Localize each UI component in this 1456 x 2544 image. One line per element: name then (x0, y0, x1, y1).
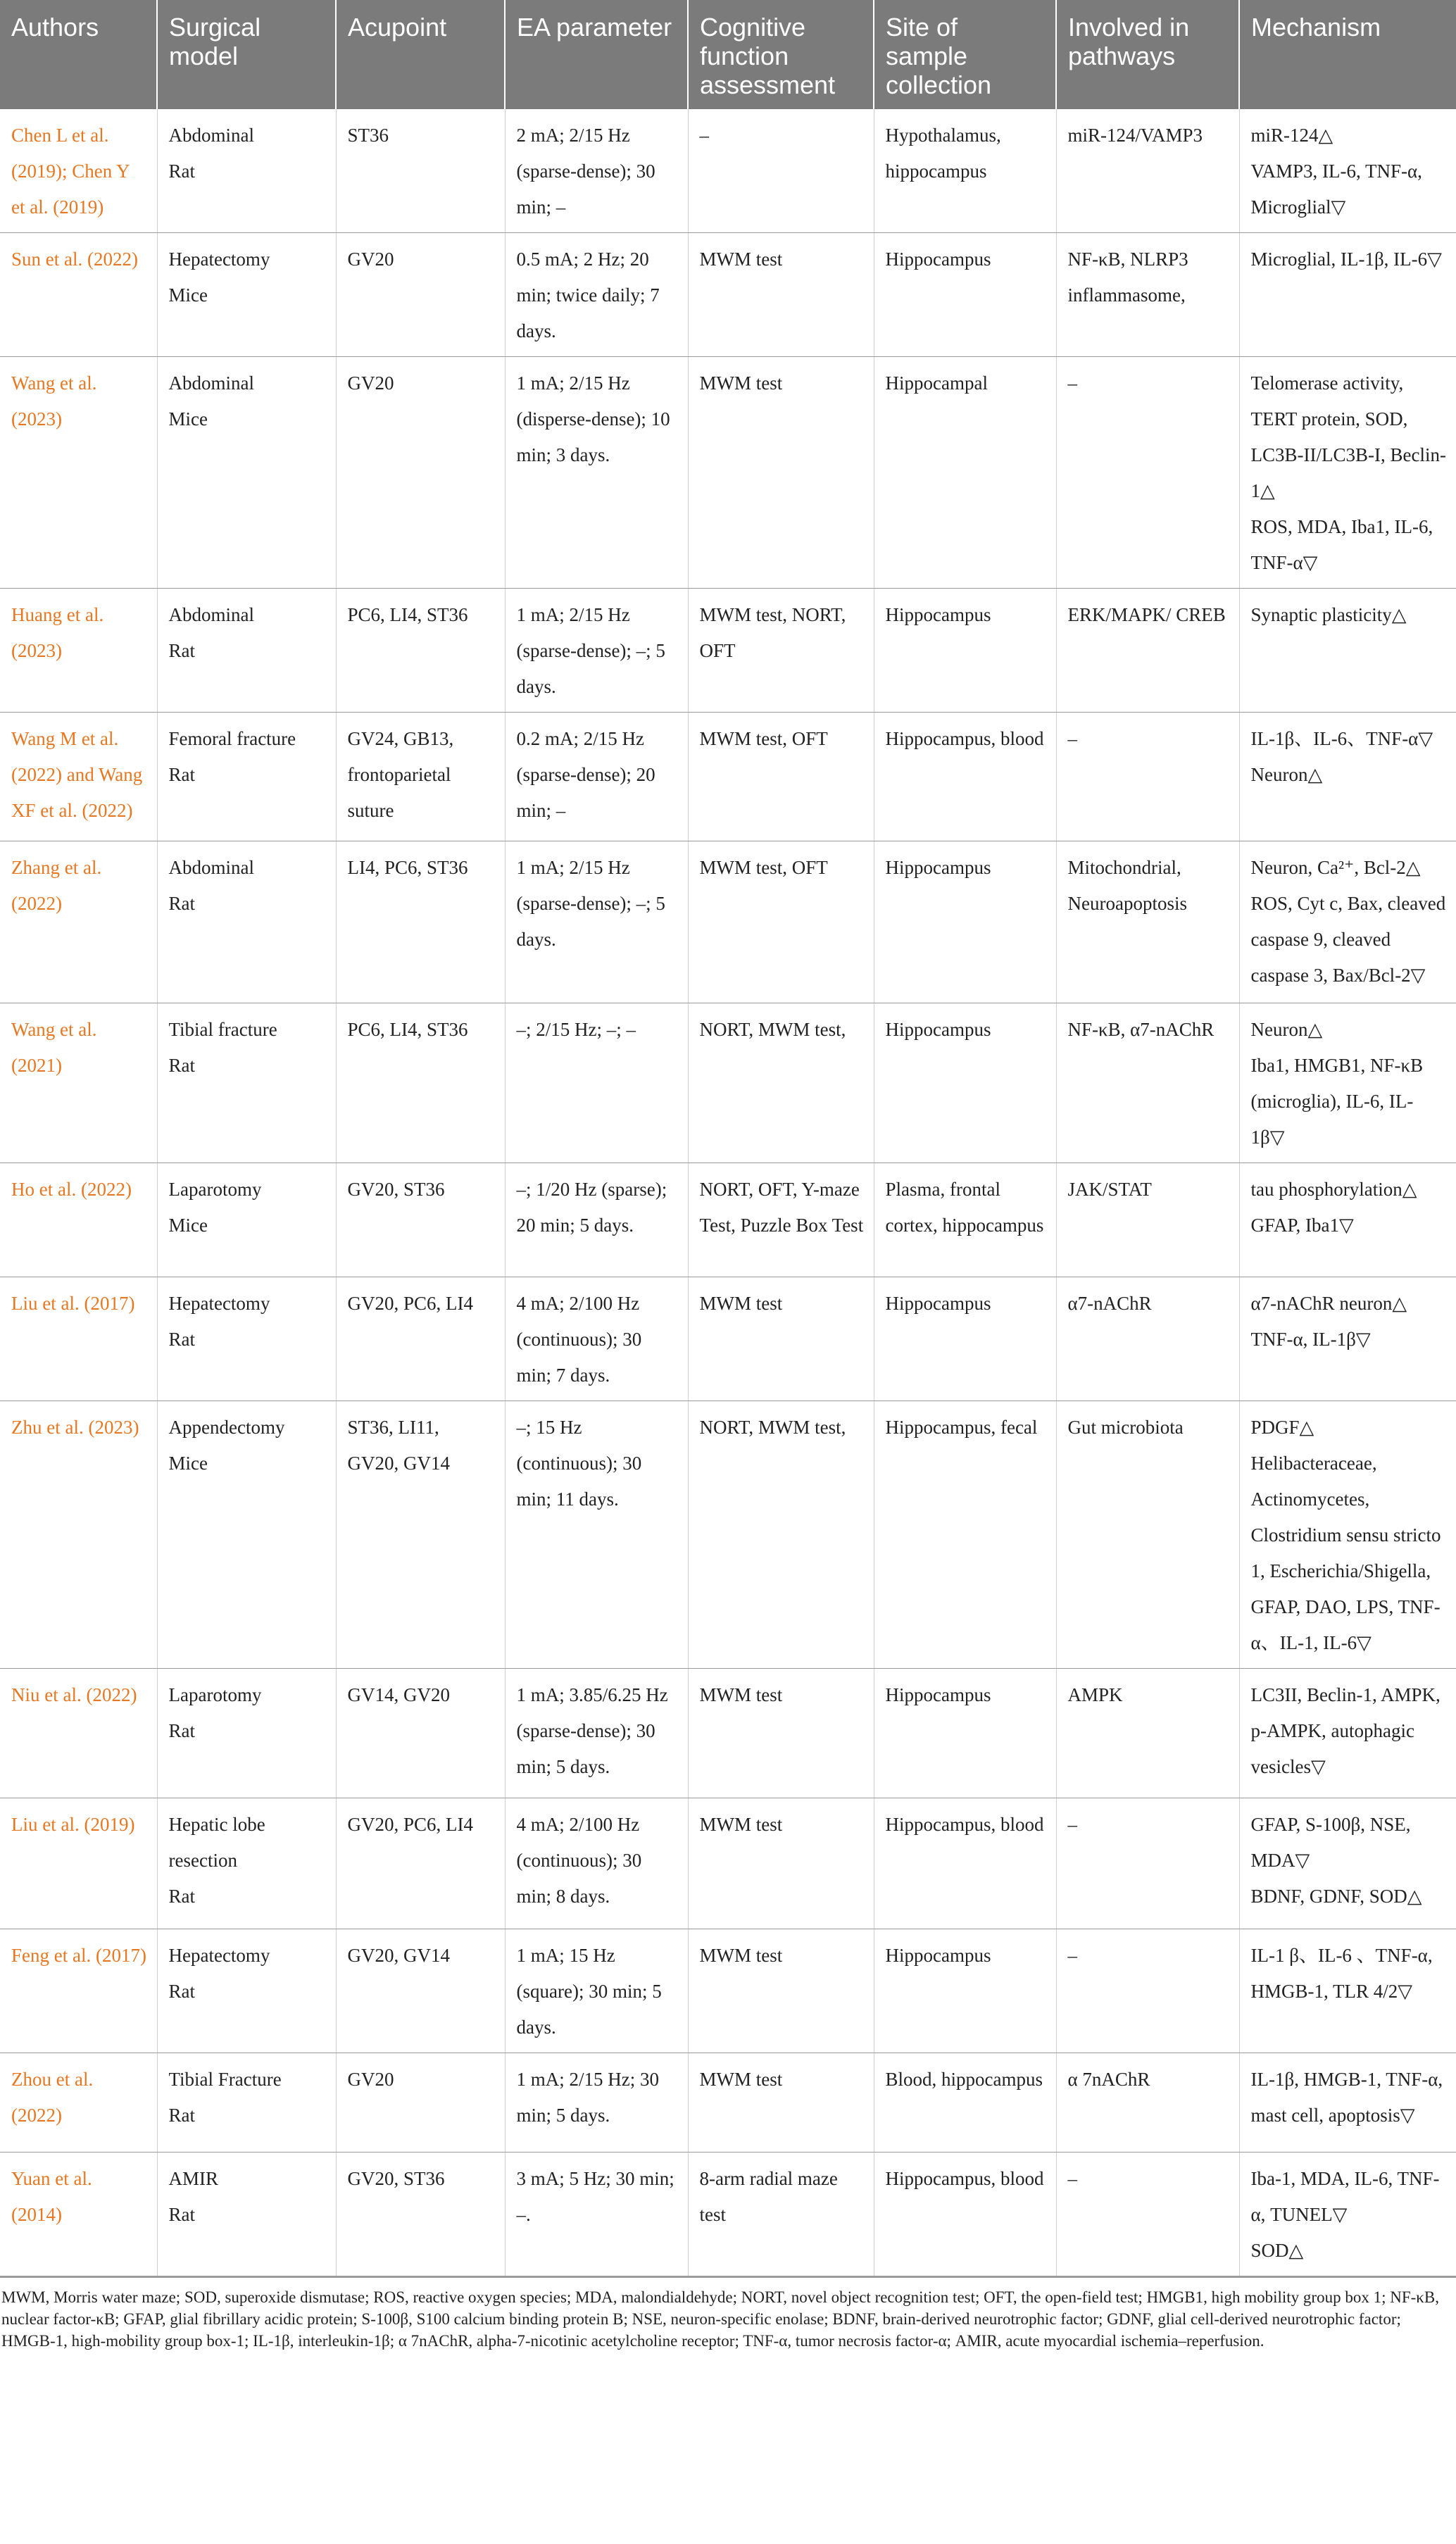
cell-cognitive-assessment: MWM test (688, 1669, 874, 1798)
table-row (0, 841, 1456, 1003)
cell-ea-parameter: 0.2 mA; 2/15 Hz (sparse-dense); 20 min; – (505, 713, 688, 841)
cell-mechanism (1239, 1669, 1456, 1798)
cell-line: BDNF, GDNF, SOD△ (1250, 1886, 1422, 1907)
cell-line: Rat (168, 1720, 195, 1741)
cell-ea-parameter: 1 mA; 2/15 Hz; 30 min; 5 days. (505, 2053, 688, 2153)
cell-mechanism (1239, 713, 1456, 841)
cell-ea-parameter: 1 mA; 3.85/6.25 Hz (sparse-dense); 30 min; 5 days. (505, 1669, 688, 1798)
cell-ea-parameter: 2 mA; 2/15 Hz (sparse-dense); 30 min; – (505, 109, 688, 233)
cell-acupoint: PC6, LI4, ST36 (336, 589, 505, 713)
table-row (0, 1929, 1456, 2053)
cell-line: Microglial, IL-1β, IL-6▽ (1250, 249, 1442, 270)
cell-line: Appendectomy (168, 1417, 285, 1438)
cell-line: Telomerase activity, TERT protein, SOD, LC3B-II/LC3B-I, Beclin-1△ (1250, 372, 1446, 501)
cell-line: Femoral fracture (168, 728, 296, 749)
cell-authors[interactable]: Sun et al. (2022) (0, 233, 157, 357)
table-row (0, 109, 1456, 233)
cell-acupoint: GV20 (336, 357, 505, 589)
cell-authors[interactable]: Wang M et al. (2022) and Wang XF et al. (2022) (0, 713, 157, 841)
cell-pathways: NF-κB, NLRP3 inflammasome, (1056, 233, 1239, 357)
cell-line: Iba1, HMGB1, NF-κB (microglia), IL-6, IL-1β▽ (1250, 1055, 1424, 1148)
table-row (0, 2053, 1456, 2153)
cell-authors[interactable]: Liu et al. (2017) (0, 1277, 157, 1401)
cell-line: Laparotomy (168, 1179, 262, 1200)
cell-line: Neuron△ (1250, 764, 1323, 785)
cell-sample-site: Hippocampus (874, 589, 1056, 713)
column-header-sample-site: Site of sample collection (874, 0, 1056, 109)
cell-pathways: NF-κB, α7-nAChR (1056, 1003, 1239, 1163)
cell-sample-site: Hippocampal (874, 357, 1056, 589)
cell-pathways: α 7nAChR (1056, 2053, 1239, 2153)
cell-surgical-model (157, 357, 336, 589)
cell-cognitive-assessment: 8-arm radial maze test (688, 2153, 874, 2276)
cell-ea-parameter: 3 mA; 5 Hz; 30 min; –. (505, 2153, 688, 2276)
cell-acupoint: GV20, ST36 (336, 1163, 505, 1277)
cell-surgical-model (157, 1163, 336, 1277)
cell-pathways: α7-nAChR (1056, 1277, 1239, 1401)
cell-line: Rat (168, 1055, 195, 1076)
cell-cognitive-assessment: NORT, MWM test, (688, 1401, 874, 1669)
cell-line: Hepatic lobe resection (168, 1814, 265, 1871)
cell-line: Rat (168, 1981, 195, 2002)
cell-surgical-model (157, 1929, 336, 2053)
cell-sample-site: Plasma, frontal cortex, hippocampus (874, 1163, 1056, 1277)
cell-pathways: JAK/STAT (1056, 1163, 1239, 1277)
table-row (0, 1277, 1456, 1401)
cell-acupoint: LI4, PC6, ST36 (336, 841, 505, 1003)
cell-sample-site: Hippocampus, blood (874, 713, 1056, 841)
cell-line: AMIR (168, 2168, 219, 2189)
table-row (0, 1798, 1456, 1929)
cell-ea-parameter: 0.5 mA; 2 Hz; 20 min; twice daily; 7 days. (505, 233, 688, 357)
cell-line: Hepatectomy (168, 249, 270, 270)
cell-authors[interactable]: Ho et al. (2022) (0, 1163, 157, 1277)
cell-mechanism (1239, 1163, 1456, 1277)
cell-acupoint: GV24, GB13, frontoparietal suture (336, 713, 505, 841)
cell-surgical-model (157, 2053, 336, 2153)
cell-mechanism (1239, 357, 1456, 589)
cell-line: Iba-1, MDA, IL-6, TNF-α, TUNEL▽ (1250, 2168, 1440, 2225)
cell-cognitive-assessment: MWM test (688, 357, 874, 589)
column-header-acupoint: Acupoint (336, 0, 505, 109)
cell-authors[interactable]: Wang et al. (2023) (0, 357, 157, 589)
cell-acupoint: GV20, GV14 (336, 1929, 505, 2053)
cell-surgical-model (157, 109, 336, 233)
cell-acupoint: GV20, ST36 (336, 2153, 505, 2276)
cell-cognitive-assessment: NORT, MWM test, (688, 1003, 874, 1163)
cell-line: miR-124△ (1250, 125, 1333, 146)
cell-line: IL-1β、IL-6、TNF-α▽ (1250, 728, 1433, 749)
cell-line: Abdominal (168, 857, 254, 878)
cell-ea-parameter: 1 mA; 15 Hz (square); 30 min; 5 days. (505, 1929, 688, 2053)
cell-acupoint: GV20 (336, 233, 505, 357)
column-header-mechanism: Mechanism (1239, 0, 1456, 109)
cell-mechanism (1239, 1003, 1456, 1163)
cell-line: Abdominal (168, 604, 254, 625)
cell-line: Mice (168, 408, 208, 430)
cell-line: Rat (168, 1329, 195, 1350)
cell-ea-parameter: 4 mA; 2/100 Hz (continuous); 30 min; 8 days. (505, 1798, 688, 1929)
cell-sample-site: Hippocampus, blood (874, 2153, 1056, 2276)
cell-line: PDGF△ (1250, 1417, 1314, 1438)
cell-line: Neuron, Ca²⁺, Bcl-2△ (1250, 857, 1421, 878)
cell-pathways: miR-124/VAMP3 (1056, 109, 1239, 233)
cell-mechanism (1239, 1929, 1456, 2053)
cell-cognitive-assessment: MWM test (688, 1277, 874, 1401)
cell-mechanism (1239, 233, 1456, 357)
cell-line: Laparotomy (168, 1684, 262, 1705)
cell-pathways: – (1056, 713, 1239, 841)
cell-sample-site: Hippocampus (874, 233, 1056, 357)
cell-authors[interactable]: Niu et al. (2022) (0, 1669, 157, 1798)
cell-authors[interactable]: Chen L et al. (2019); Chen Y et al. (2019) (0, 109, 157, 233)
cell-cognitive-assessment: MWM test (688, 2053, 874, 2153)
cell-line: SOD△ (1250, 2240, 1304, 2261)
cell-cognitive-assessment: – (688, 109, 874, 233)
cell-authors[interactable]: Liu et al. (2019) (0, 1798, 157, 1929)
cell-mechanism (1239, 589, 1456, 713)
cell-surgical-model (157, 1277, 336, 1401)
table-footnote: MWM, Morris water maze; SOD, superoxide dismutase; ROS, reactive oxygen species; MDA, malondialdehyde; NORT, novel object recognition test; OFT, the open-field test; HMGB1, high mobility group box 1; NF-κB, nuclear factor-κB; GFAP, glial fibrillary acidic protein; S-100β, S100 calcium binding protein B; NSE, neuron-specific enolase; BDNF, brain-derived neurotrophic factor; GDNF, glial cell-derived neurotrophic factor; HMGB-1, high-mobility group box-1; IL-1β, interleukin-1β; α 7nAChR, alpha-7-nicotinic acetylcholine receptor; TNF-α, tumor necrosis factor-α; AMIR, acute myocardial ischemia–reperfusion. (0, 2276, 1456, 2352)
column-header-ea-parameter: EA parameter (505, 0, 688, 109)
cell-surgical-model (157, 1003, 336, 1163)
cell-sample-site: Hypothalamus, hippocampus (874, 109, 1056, 233)
table-row (0, 589, 1456, 713)
cell-line: Rat (168, 640, 195, 661)
cell-sample-site: Hippocampus (874, 1929, 1056, 2053)
cell-line: Tibial fracture (168, 1019, 277, 1040)
cell-line: Mice (168, 284, 208, 306)
cell-sample-site: Hippocampus (874, 841, 1056, 1003)
cell-acupoint: GV20, PC6, LI4 (336, 1798, 505, 1929)
cell-pathways: – (1056, 357, 1239, 589)
table-row (0, 2153, 1456, 2276)
cell-authors[interactable]: Wang et al. (2021) (0, 1003, 157, 1163)
cell-surgical-model (157, 841, 336, 1003)
cell-acupoint: GV14, GV20 (336, 1669, 505, 1798)
cell-cognitive-assessment: MWM test, NORT, OFT (688, 589, 874, 713)
cell-cognitive-assessment: NORT, OFT, Y-maze Test, Puzzle Box Test (688, 1163, 874, 1277)
cell-pathways: – (1056, 2153, 1239, 2276)
table-row (0, 713, 1456, 841)
cell-cognitive-assessment: MWM test, OFT (688, 713, 874, 841)
table-row (0, 233, 1456, 357)
cell-sample-site: Hippocampus, blood (874, 1798, 1056, 1929)
cell-line: Mice (168, 1215, 208, 1236)
table-row (0, 1669, 1456, 1798)
cell-acupoint: GV20, PC6, LI4 (336, 1277, 505, 1401)
cell-sample-site: Hippocampus (874, 1669, 1056, 1798)
column-header-cognitive-assessment: Cognitive function assessment (688, 0, 874, 109)
column-header-authors: Authors (0, 0, 157, 109)
cell-pathways: Gut microbiota (1056, 1401, 1239, 1669)
cell-line: Neuron△ (1250, 1019, 1323, 1040)
cell-sample-site: Hippocampus (874, 1003, 1056, 1163)
cell-line: Rat (168, 764, 195, 785)
cell-surgical-model (157, 589, 336, 713)
cell-line: Rat (168, 161, 195, 182)
cell-ea-parameter: 1 mA; 2/15 Hz (sparse-dense); –; 5 days. (505, 841, 688, 1003)
cell-line: Rat (168, 1886, 195, 1907)
cell-authors[interactable]: Feng et al. (2017) (0, 1929, 157, 2053)
cell-line: Tibial Fracture (168, 2069, 282, 2090)
cell-mechanism (1239, 1277, 1456, 1401)
cell-line: Rat (168, 893, 195, 914)
cell-line: Rat (168, 2204, 195, 2225)
cell-pathways: ERK/MAPK/ CREB (1056, 589, 1239, 713)
cell-authors[interactable]: Zhu et al. (2023) (0, 1401, 157, 1669)
cell-surgical-model (157, 233, 336, 357)
cell-line: Rat (168, 2105, 195, 2126)
cell-mechanism (1239, 1401, 1456, 1669)
table-row (0, 1163, 1456, 1277)
cell-authors[interactable]: Yuan et al. (2014) (0, 2153, 157, 2276)
table-body (0, 109, 1456, 2276)
table-header-row (0, 0, 1456, 109)
cell-authors[interactable]: Zhang et al. (2022) (0, 841, 157, 1003)
cell-mechanism (1239, 2053, 1456, 2153)
cell-acupoint: GV20 (336, 2053, 505, 2153)
cell-mechanism (1239, 1798, 1456, 1929)
cell-line: IL-1 β、IL-6 、TNF-α, HMGB-1, TLR 4/2▽ (1250, 1945, 1433, 2002)
cell-line: TNF-α, IL-1β▽ (1250, 1329, 1371, 1350)
cell-pathways: – (1056, 1798, 1239, 1929)
cell-line: IL-1β, HMGB-1, TNF-α, mast cell, apoptosis▽ (1250, 2069, 1443, 2126)
cell-surgical-model (157, 2153, 336, 2276)
cell-acupoint: ST36 (336, 109, 505, 233)
cell-line: Hepatectomy (168, 1293, 270, 1314)
cell-line: ROS, Cyt c, Bax, cleaved caspase 9, cleaved caspase 3, Bax/Bcl-2▽ (1250, 893, 1446, 986)
cell-line: GFAP, S-100β, NSE, MDA▽ (1250, 1814, 1411, 1871)
cell-acupoint: ST36, LI11, GV20, GV14 (336, 1401, 505, 1669)
cell-cognitive-assessment: MWM test (688, 1798, 874, 1929)
cell-authors[interactable]: Huang et al. (2023) (0, 589, 157, 713)
cell-sample-site: Hippocampus (874, 1277, 1056, 1401)
cell-cognitive-assessment: MWM test, OFT (688, 841, 874, 1003)
cell-line: Abdominal (168, 125, 254, 146)
table-row (0, 1003, 1456, 1163)
cell-sample-site: Hippocampus, fecal (874, 1401, 1056, 1669)
cell-ea-parameter: 1 mA; 2/15 Hz (disperse-dense); 10 min; 3 days. (505, 357, 688, 589)
cell-ea-parameter: –; 2/15 Hz; –; – (505, 1003, 688, 1163)
cell-surgical-model (157, 1669, 336, 1798)
cell-pathways: – (1056, 1929, 1239, 2053)
cell-line: α7-nAChR neuron△ (1250, 1293, 1407, 1314)
cell-pathways: AMPK (1056, 1669, 1239, 1798)
cell-line: Hepatectomy (168, 1945, 270, 1966)
cell-line: Synaptic plasticity△ (1250, 604, 1407, 625)
cell-ea-parameter: –; 1/20 Hz (sparse); 20 min; 5 days. (505, 1163, 688, 1277)
cell-ea-parameter: –; 15 Hz (continuous); 30 min; 11 days. (505, 1401, 688, 1669)
cell-pathways: Mitochondrial, Neuroapoptosis (1056, 841, 1239, 1003)
cell-cognitive-assessment: MWM test (688, 233, 874, 357)
cell-ea-parameter: 1 mA; 2/15 Hz (sparse-dense); –; 5 days. (505, 589, 688, 713)
cell-ea-parameter: 4 mA; 2/100 Hz (continuous); 30 min; 7 days. (505, 1277, 688, 1401)
table-row (0, 1401, 1456, 1669)
cell-surgical-model (157, 1401, 336, 1669)
table-row (0, 357, 1456, 589)
cell-line: LC3II, Beclin-1, AMPK, p-AMPK, autophagic vesicles▽ (1250, 1684, 1441, 1777)
cell-mechanism (1239, 109, 1456, 233)
cell-line: Abdominal (168, 372, 254, 394)
cell-sample-site: Blood, hippocampus (874, 2053, 1056, 2153)
cell-acupoint: PC6, LI4, ST36 (336, 1003, 505, 1163)
cell-surgical-model (157, 1798, 336, 1929)
cell-surgical-model (157, 713, 336, 841)
cell-line: tau phosphorylation△ (1250, 1179, 1417, 1200)
column-header-surgical-model: Surgical model (157, 0, 336, 109)
cell-line: VAMP3, IL-6, TNF-α, Microglial▽ (1250, 161, 1422, 218)
cell-cognitive-assessment: MWM test (688, 1929, 874, 2053)
cell-line: ROS, MDA, Iba1, IL-6, TNF-α▽ (1250, 516, 1433, 573)
cell-authors[interactable]: Zhou et al. (2022) (0, 2053, 157, 2153)
cell-line: GFAP, Iba1▽ (1250, 1215, 1354, 1236)
cell-line: Mice (168, 1453, 208, 1474)
column-header-pathways: Involved in pathways (1056, 0, 1239, 109)
cell-line: Helibacteraceae, Actinomycetes, Clostridium sensu stricto 1, Escherichia/Shigella, GFAP, DAO, LPS, TNF-α、IL-1, IL-6▽ (1250, 1453, 1441, 1653)
cell-mechanism (1239, 2153, 1456, 2276)
cell-mechanism (1239, 841, 1456, 1003)
